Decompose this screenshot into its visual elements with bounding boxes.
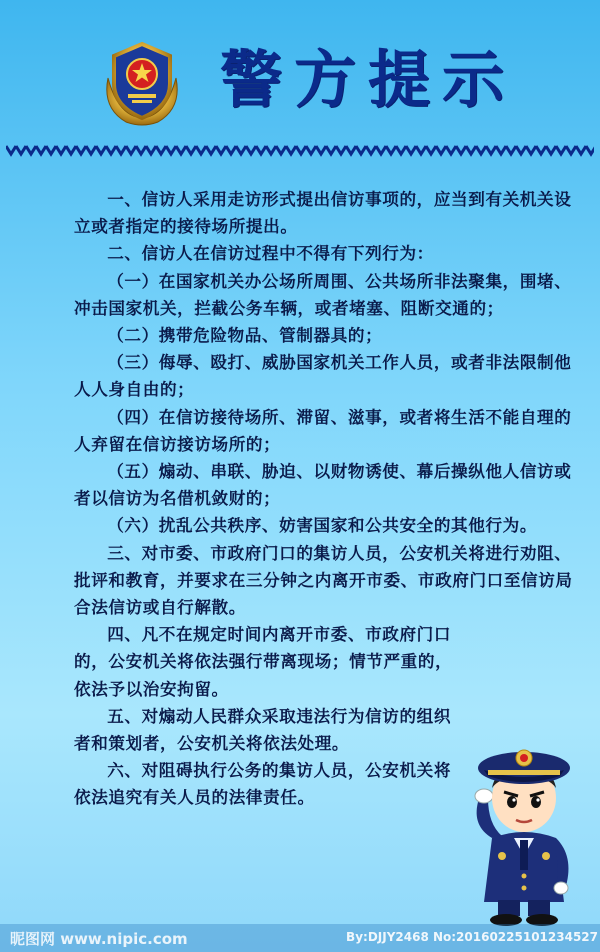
header [0,0,600,140]
page-title: 警方提示 [220,43,517,116]
police-emblem-icon [96,38,188,130]
notice-paragraph: 四、凡不在规定时间内离开市委、市政府门口的，公安机关将依法强行带离现场；情节严重的，依法予以治安拘留。 [74,625,453,699]
notice-paragraph: （四）在信访接待场所、滞留、滋事，或者将生活不能自理的人弃留在信访接访场所的； [74,407,572,454]
notice-paragraph: （三）侮辱、殴打、威胁国家机关工作人员，或者非法限制他人人身自由的； [74,353,572,400]
watermark-bar [0,924,600,952]
decorative-divider [6,143,594,157]
police-officer-illustration [462,726,586,926]
notice-paragraph: 二、信访人在信访过程中不得有下列行为： [107,244,434,264]
watermark-id: By:DJJY2468 No:20160225101234527 [346,930,598,944]
notice-body [74,186,574,812]
notice-paragraph: 一、信访人采用走访形式提出信访事项的，应当到有关机关设立或者指定的接待场所提出。 [74,190,572,237]
notice-paragraph: （五）煽动、串联、胁迫、以财物诱使、幕后操纵他人信访或者以信访为名借机敛财的； [74,462,572,509]
notice-paragraph: （一）在国家机关办公场所周围、公共场所非法聚集，围堵、冲击国家机关，拦截公务车辆，或者堵塞、阻断交通的； [74,271,572,318]
notice-paragraph: （二）携带危险物品、管制器具的； [107,326,383,346]
notice-paragraph: 五、对煽动人民群众采取违法行为信访的组织者和策划者，公安机关将依法处理。 [74,706,452,754]
notice-paragraph: 三、对市委、市政府门口的集访人员，公安机关将进行劝阻、批评和教育，并要求在三分钟之内离开市委、市政府门口至信访局合法信访或自行解散。 [74,543,573,618]
watermark-site: 昵图网 www.nipic.com [10,930,188,948]
notice-paragraph: （六）扰乱公共秩序、妨害国家和公共安全的其他行为。 [107,516,538,536]
notice-paragraph: 六、对阻碍执行公务的集访人员，公安机关将依法追究有关人员的法律责任。 [74,761,452,808]
